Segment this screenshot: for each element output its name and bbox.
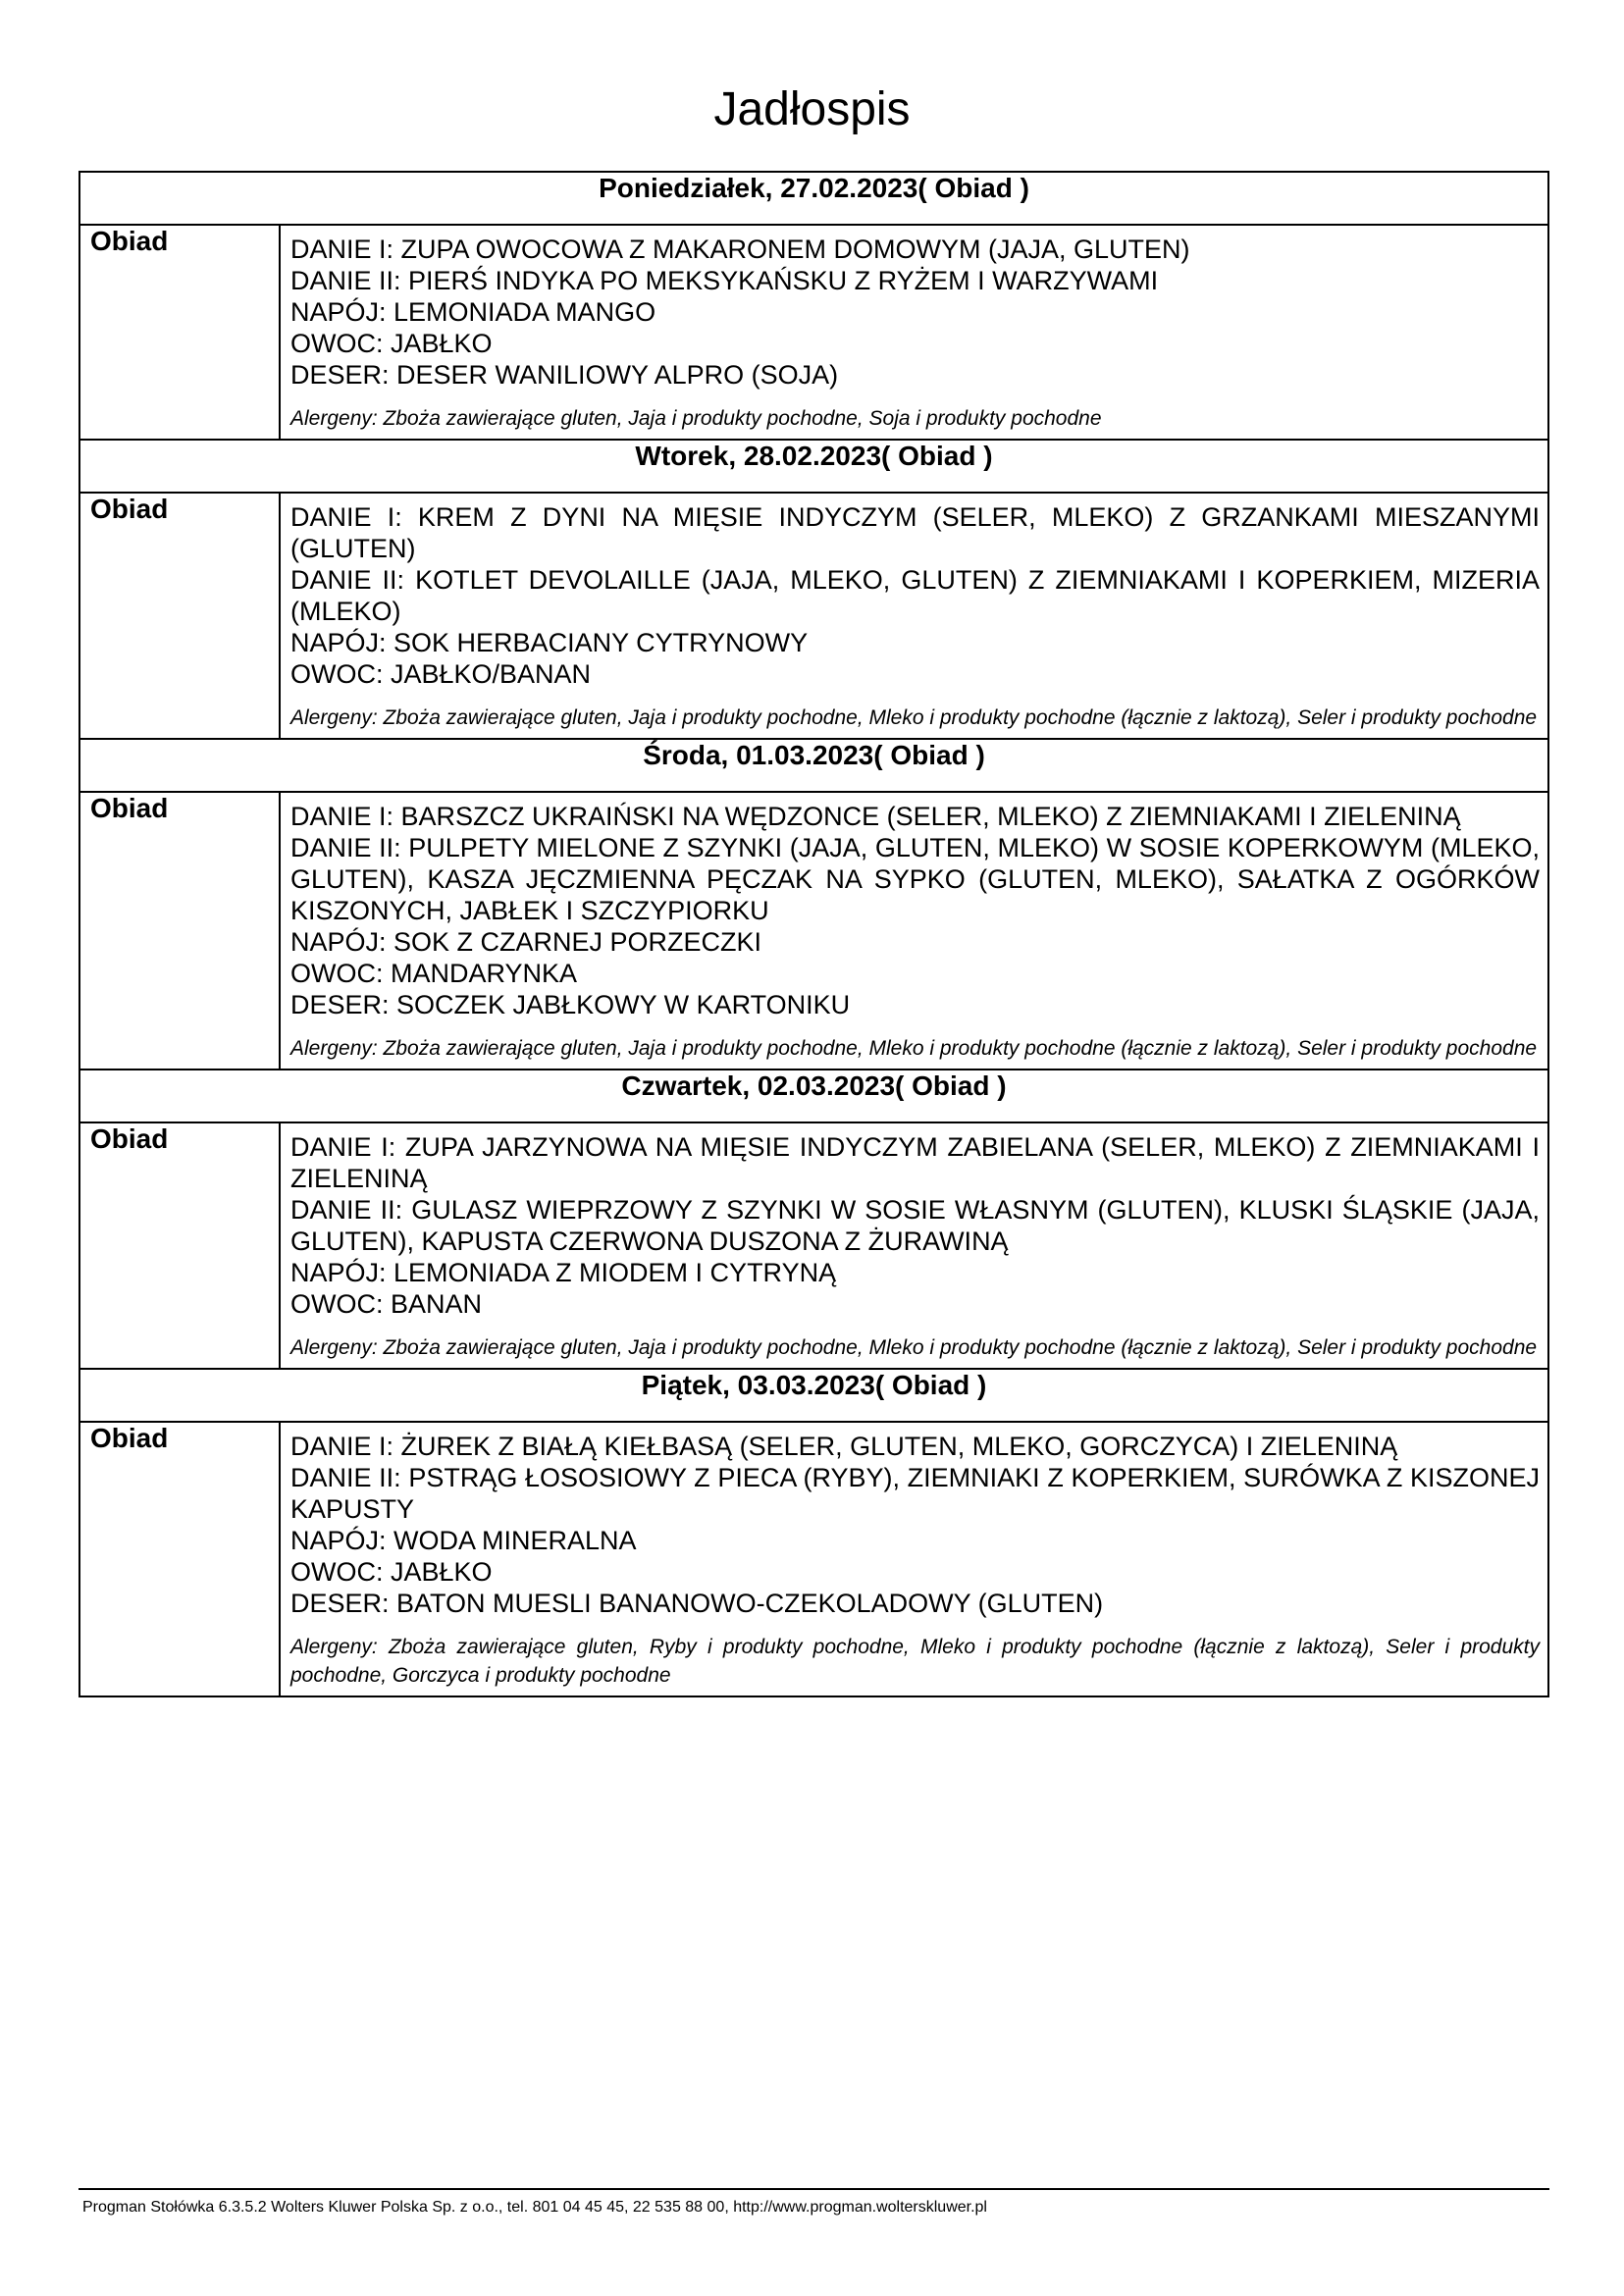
allergens-note: Alergeny: Zboża zawierające gluten, Jaja i produkty pochodne, Soja i produkty pochodne (290, 407, 1102, 430)
day-heading: Czwartek, 02.03.2023( Obiad ) (79, 1070, 1548, 1122)
footer-divider (79, 2188, 1549, 2190)
page-title: Jadłospis (713, 83, 911, 135)
meal-label: Obiad (79, 1122, 280, 1369)
dish-line: DANIE I: ZUPA JARZYNOWA NA MIĘSIE INDYCZYM ZABIELANA (SELER, MLEKO) Z ZIEMNIAKAMI I ZIELENINĄ (290, 1132, 1540, 1193)
meal-content (280, 225, 1548, 440)
meal-label: Obiad (79, 1422, 280, 1696)
dish-line: NAPÓJ: LEMONIADA MANGO (290, 297, 656, 327)
dish-line: NAPÓJ: WODA MINERALNA (290, 1526, 637, 1555)
meal-label: Obiad (79, 493, 280, 739)
meal-row (79, 1422, 1548, 1696)
meal-row (79, 792, 1548, 1070)
dish-line: OWOC: JABŁKO (290, 1557, 493, 1587)
meal-row (79, 225, 1548, 440)
allergens-note: Alergeny: Zboża zawierające gluten, Jaja i produkty pochodne, Mleko i produkty pochodne (łącznie z laktozą), Seler i produkty pochodne (290, 1336, 1538, 1359)
dish-line: DANIE II: GULASZ WIEPRZOWY Z SZYNKI W SOSIE WŁASNYM (GLUTEN), KLUSKI ŚLĄSKIE (JAJA, GLUTEN), KAPUSTA CZERWONA DUSZONA Z ŻURAWINĄ (290, 1195, 1540, 1256)
dish-line: DANIE II: PIERŚ INDYKA PO MEKSYKAŃSKU Z RYŻEM I WARZYWAMI (290, 266, 1159, 295)
footer-text: Progman Stołówka 6.3.5.2 Wolters Kluwer Polska Sp. z o.o., tel. 801 04 45 45, 22 535 88 00, http://www.progman.wolterskluwer.pl (82, 2199, 987, 2216)
allergens-note: Alergeny: Zboża zawierające gluten, Jaja i produkty pochodne, Mleko i produkty pochodne (łącznie z laktozą), Seler i produkty pochodne (290, 1037, 1538, 1060)
dish-line: NAPÓJ: SOK HERBACIANY CYTRYNOWY (290, 628, 809, 657)
allergens-note: Alergeny: Zboża zawierające gluten, Ryby i produkty pochodne, Mleko i produkty pochodne (łącznie z laktozą), Seler i produkty pochodne, Gorczyca i produkty pochodne (290, 1636, 1540, 1687)
menu-table-body (79, 172, 1548, 1696)
day-heading: Piątek, 03.03.2023( Obiad ) (79, 1369, 1548, 1422)
meal-label: Obiad (79, 225, 280, 440)
day-header-row (79, 172, 1548, 225)
day-header-row (79, 1070, 1548, 1122)
meal-content (280, 792, 1548, 1070)
dish-line: OWOC: BANAN (290, 1289, 483, 1319)
day-header-row (79, 440, 1548, 493)
dish-line: DANIE I: ZUPA OWOCOWA Z MAKARONEM DOMOWYM (JAJA, GLUTEN) (290, 235, 1190, 264)
menu-table (79, 171, 1549, 1697)
allergens-note: Alergeny: Zboża zawierające gluten, Jaja i produkty pochodne, Mleko i produkty pochodne (łącznie z laktozą), Seler i produkty pochodne (290, 706, 1538, 729)
meal-label: Obiad (79, 792, 280, 1070)
dish-line: NAPÓJ: SOK Z CZARNEJ PORZECZKI (290, 927, 762, 957)
meal-content (280, 493, 1548, 739)
dish-line: DANIE I: BARSZCZ UKRAIŃSKI NA WĘDZONCE (SELER, MLEKO) Z ZIEMNIAKAMI I ZIELENINĄ (290, 802, 1461, 831)
day-heading: Wtorek, 28.02.2023( Obiad ) (79, 440, 1548, 493)
dish-line: NAPÓJ: LEMONIADA Z MIODEM I CYTRYNĄ (290, 1258, 837, 1287)
meal-row (79, 1122, 1548, 1369)
day-header-row (79, 1369, 1548, 1422)
dish-line: DANIE II: KOTLET DEVOLAILLE (JAJA, MLEKO, GLUTEN) Z ZIEMNIAKAMI I KOPERKIEM, MIZERIA (MLEKO) (290, 565, 1540, 626)
meal-content (280, 1122, 1548, 1369)
dish-line: DESER: DESER WANILIOWY ALPRO (SOJA) (290, 360, 839, 390)
day-heading: Środa, 01.03.2023( Obiad ) (79, 739, 1548, 792)
dish-line: DESER: SOCZEK JABŁKOWY W KARTONIKU (290, 990, 851, 1019)
dish-line: OWOC: JABŁKO (290, 329, 493, 358)
dish-line: DANIE II: PULPETY MIELONE Z SZYNKI (JAJA, GLUTEN, MLEKO) W SOSIE KOPERKOWYM (MLEKO, GLUTEN), KASZA JĘCZMIENNA PĘCZAK NA SYPKO (GLUTEN, MLEKO), SAŁATKA Z OGÓRKÓW KISZONYCH, JABŁEK I SZCZYPIORKU (290, 833, 1540, 925)
dish-line: DANIE I: ŻUREK Z BIAŁĄ KIEŁBASĄ (SELER, GLUTEN, MLEKO, GORCZYCA) I ZIELENINĄ (290, 1432, 1398, 1461)
meal-content (280, 1422, 1548, 1696)
meal-row (79, 493, 1548, 739)
day-heading: Poniedziałek, 27.02.2023( Obiad ) (79, 172, 1548, 225)
dish-line: OWOC: MANDARYNKA (290, 959, 578, 988)
dish-line: OWOC: JABŁKO/BANAN (290, 659, 592, 689)
dish-line: DESER: BATON MUESLI BANANOWO-CZEKOLADOWY (GLUTEN) (290, 1589, 1104, 1618)
day-header-row (79, 739, 1548, 792)
dish-line: DANIE I: KREM Z DYNI NA MIĘSIE INDYCZYM (SELER, MLEKO) Z GRZANKAMI MIESZANYMI (GLUTEN) (290, 502, 1540, 563)
dish-line: DANIE II: PSTRĄG ŁOSOSIOWY Z PIECA (RYBY), ZIEMNIAKI Z KOPERKIEM, SURÓWKA Z KISZONEJ KAPUSTY (290, 1463, 1540, 1524)
